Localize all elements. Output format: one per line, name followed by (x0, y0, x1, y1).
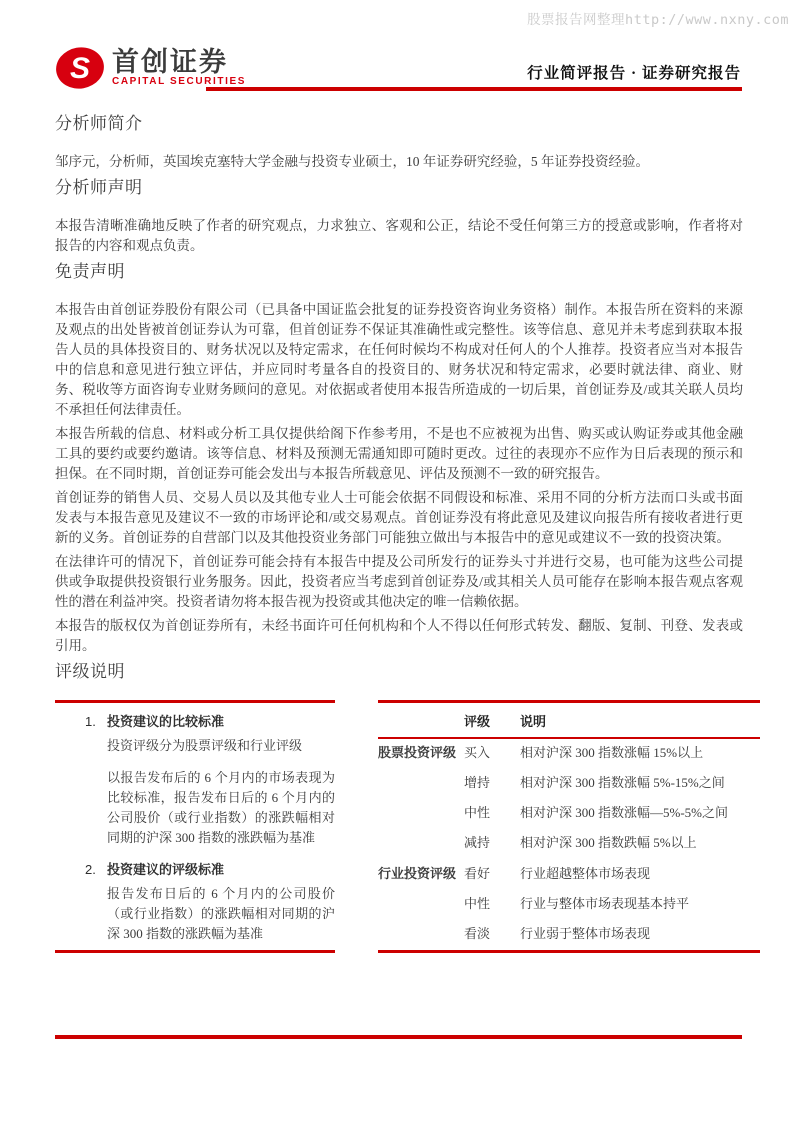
table-row (378, 860, 760, 890)
rating-value: 看淡 (464, 925, 491, 941)
rating-table-container (378, 700, 760, 953)
table-row (378, 738, 760, 769)
disclaimer-paragraph: 首创证券的销售人员、交易人员以及其他专业人士可能会依据不同假设和标准、采用不同的分析方法而口头或书面发表与本报告意见及建议不一致的市场评论和/或交易观点。首创证券没有将此意见及建议向报告所有接收者进行更新的义务。首创证券的自营部门以及其他投资业务部门可能独立做出与本报告中的意见或建议不一致的投资决策。 (55, 490, 743, 545)
rating-desc: 相对沪深 300 指数涨幅—5%-5%之间 (520, 805, 728, 821)
table-row (378, 920, 760, 952)
rating-group-label (378, 799, 464, 829)
section-title-rating-notes: 评级说明 (55, 662, 125, 681)
rating-criteria-item (55, 712, 335, 848)
table-row (378, 890, 760, 920)
disclaimer-paragraph: 本报告由首创证券股份有限公司（已具备中国证监会批复的证券投资咨询业务资格）制作。本报告所在资料的来源及观点的出处皆被首创证券认为可靠，但首创证券不保证其准确性或完整性。该等信息、意见并未考虑到获取本报告人员的具体投资目的、财务状况以及特定需求，在任何时候均不构成对任何人的个人推荐。投资者应当对本报告中的信息和意见进行独立评估，并应同时考量各自的投资目的、财务状况和特定需求，必要时就法律、商业、财务、税收等方面咨询专业财务顾问的意见。对依据或者使用本报告所造成的一切后果，首创证券及/或其关联人员均不承担任何法律责任。 (55, 302, 743, 417)
rating-criteria-item (55, 860, 335, 944)
analyst-intro-text: 邹序元，分析师，英国埃克塞特大学金融与投资专业硕士，10 年证券研究经验，5 年证券投资经验。 (55, 154, 649, 169)
rating-desc: 行业弱于整体市场表现 (520, 925, 651, 941)
rating-group-label (378, 890, 464, 920)
rating-group-label: 行业投资评级 (378, 865, 457, 881)
capital-securities-logo-icon (55, 45, 105, 91)
criteria-heading: 投资建议的比较标准 (107, 714, 225, 729)
criteria-text: 报告发布日后的 6 个月内的公司股价（或行业指数）的涨跌幅相对同期的沪深 300 指数的涨跌幅为基准 (107, 886, 335, 941)
brand-logo (55, 45, 246, 91)
disclaimer-paragraph: 本报告的版权仅为首创证券所有，未经书面许可任何机构和个人不得以任何形式转发、翻版、复制、刊登、发表或引用。 (55, 618, 743, 653)
rating-group-label (378, 769, 464, 799)
section-title-analyst-statement: 分析师声明 (55, 178, 143, 197)
header-cell-rating: 评级 (464, 702, 520, 739)
rating-criteria-list (55, 700, 335, 953)
table-row (378, 769, 760, 799)
rating-value: 买入 (464, 745, 491, 760)
criteria-text: 投资评级分为股票评级和行业评级 (107, 738, 303, 753)
logo-text (112, 48, 246, 88)
report-type-label: 行业简评报告 · 证券研究报告 (527, 65, 741, 82)
report-body (55, 112, 760, 953)
section-title-analyst-intro: 分析师简介 (55, 114, 143, 133)
footer-divider (55, 1035, 742, 1039)
column-gap (335, 700, 378, 953)
svg-text:S: S (69, 52, 91, 85)
header-cell-desc: 说明 (520, 702, 760, 739)
rating-table-header-row (378, 702, 760, 739)
rating-desc: 行业超越整体市场表现 (520, 865, 651, 881)
rating-value: 中性 (464, 895, 491, 911)
table-row (378, 829, 760, 859)
logo-name-cn: 首创证券 (112, 47, 228, 77)
rating-notes-columns (55, 700, 760, 953)
disclaimer-paragraph: 本报告所载的信息、材料或分析工具仅提供给阁下作参考用，不是也不应被视为出售、购买或认购证券或其他金融工具的要约或要约邀请。该等信息、材料及预测无需通知即可随时更改。过往的表现亦不应作为日后表现的预示和担保。在不同时期，首创证券可能会发出与本报告所载意见、评估及预测不一致的研究报告。 (55, 426, 743, 481)
criteria-number: 1. (85, 714, 96, 729)
criteria-heading: 投资建议的评级标准 (107, 862, 225, 877)
rating-desc: 相对沪深 300 指数跌幅 5%以上 (520, 835, 697, 851)
rating-value: 中性 (464, 805, 491, 821)
disclaimer-paragraph: 在法律许可的情况下，首创证券可能会持有本报告中提及公司所发行的证券头寸并进行交易，也可能为这些公司提供或争取提供投资银行业务服务。因此，投资者应当考虑到首创证券及/或其相关人员可能存在影响本报告观点客观性的潜在利益冲突。投资者请勿将本报告视为投资或其他决定的唯一信赖依据。 (55, 554, 743, 609)
watermark-text: 股票报告网整理http://www.nxny.com (527, 12, 789, 28)
header-divider (206, 87, 742, 91)
rating-group-label (378, 920, 464, 952)
header-cell-group (378, 702, 464, 739)
rating-group-label: 股票投资评级 (378, 745, 457, 760)
logo-name-en: CAPITAL SECURITIES (112, 76, 246, 87)
section-title-disclaimer: 免责声明 (55, 262, 125, 281)
table-row (378, 799, 760, 829)
analyst-statement-text: 本报告清晰准确地反映了作者的研究观点，力求独立、客观和公正，结论不受任何第三方的授意或影响，作者将对报告的内容和观点负责。 (55, 218, 743, 253)
rating-value: 增持 (464, 775, 491, 791)
criteria-number: 2. (85, 862, 96, 877)
criteria-text: 以报告发布后的 6 个月内的市场表现为比较标准，报告发布日后的 6 个月内的公司股价（或行业指数）的涨跌幅相对同期的沪深 300 指数的涨跌幅为基准 (107, 770, 335, 845)
rating-value: 减持 (464, 835, 491, 851)
rating-desc: 相对沪深 300 指数涨幅 15%以上 (520, 745, 704, 760)
rating-value: 看好 (464, 865, 491, 881)
rating-desc: 行业与整体市场表现基本持平 (520, 895, 690, 911)
rating-table (378, 700, 760, 953)
rating-desc: 相对沪深 300 指数涨幅 5%-15%之间 (520, 775, 725, 791)
rating-group-label (378, 829, 464, 859)
